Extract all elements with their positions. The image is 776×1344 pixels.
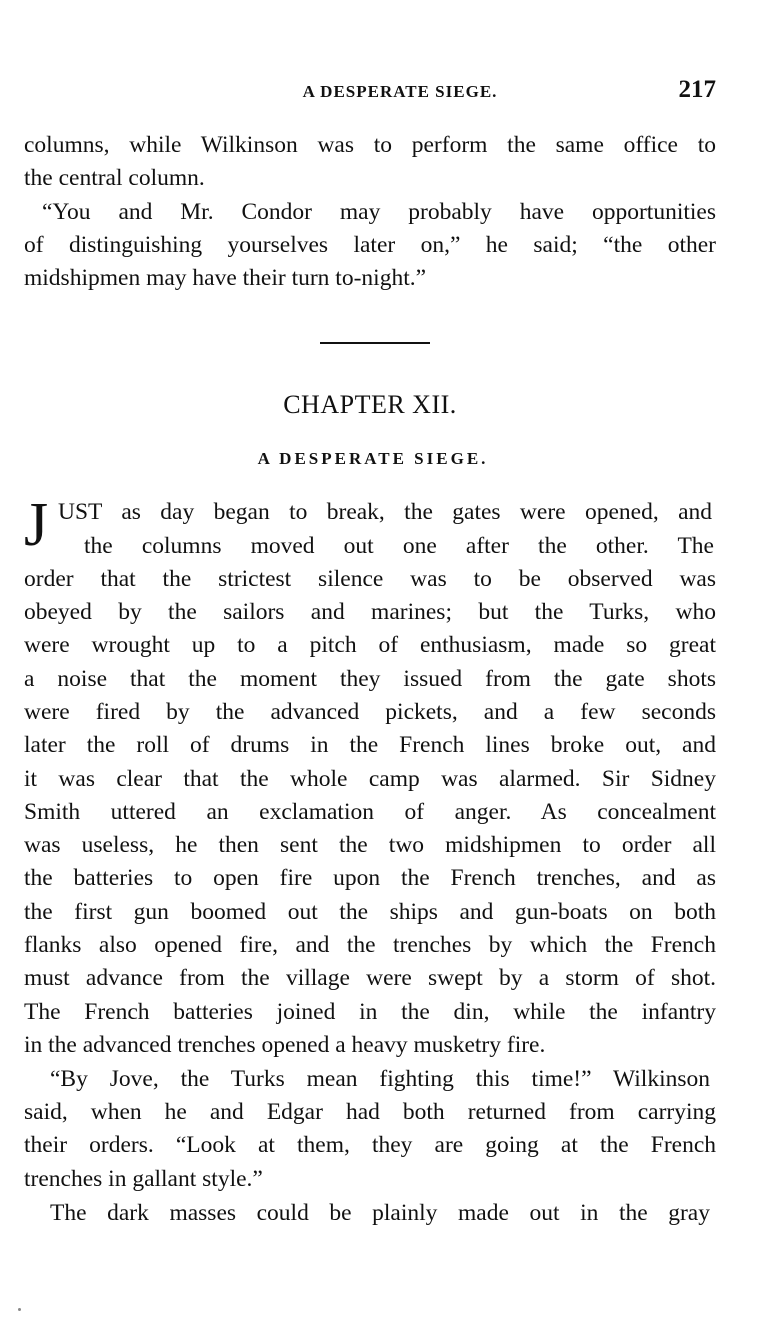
text-line: in the advanced trenches opened a heavy musketry fire. <box>24 1032 546 1058</box>
text-line: “By Jove, the Turks mean fighting this time!” Wilkinson <box>50 1066 710 1092</box>
text-line: later the roll of drums in the French lines broke out, and <box>24 732 716 758</box>
text-line: was useless, he then sent the two midshipmen to order all <box>24 832 716 858</box>
text-line: The dark masses could be plainly made out in the gray <box>50 1200 710 1226</box>
running-head <box>24 76 716 110</box>
running-title: A DESPERATE SIEGE. <box>302 82 498 101</box>
text-line: were fired by the advanced pickets, and a few seconds <box>24 699 716 725</box>
text-line: obeyed by the sailors and marines; but the Turks, who <box>24 599 716 625</box>
chapter-title: CHAPTER XII. <box>283 390 457 419</box>
text-line: said, when he and Edgar had both returned from carrying <box>24 1099 716 1125</box>
text-line: the columns moved out one after the other. The <box>84 533 714 559</box>
text-line: a noise that the moment they issued from the gate shots <box>24 666 716 692</box>
text-line: Smith uttered an exclamation of anger. As concealment <box>24 799 716 825</box>
scan-speck <box>18 1308 21 1311</box>
drop-cap: J <box>24 491 49 559</box>
text-line: the batteries to open fire upon the French trenches, and as <box>24 865 716 891</box>
text-line: their orders. “Look at them, they are going at the French <box>24 1132 716 1158</box>
text-line: the central column. <box>24 165 205 191</box>
chapter-subtitle: A DESPERATE SIEGE. <box>257 449 489 468</box>
text-line: UST as day began to break, the gates were opened, and <box>58 499 712 525</box>
page-number: 217 <box>678 76 716 103</box>
text-line: of distinguishing yourselves later on,” he said; “the other <box>24 232 716 258</box>
text-line: must advance from the village were swept by a storm of shot. <box>24 965 716 991</box>
text-line: midshipmen may have their turn to-night.” <box>24 265 427 291</box>
text-line: it was clear that the whole camp was alarmed. Sir Sidney <box>24 766 716 792</box>
text-line: flanks also opened fire, and the trenches by which the French <box>24 932 716 958</box>
text-line: The French batteries joined in the din, while the infantry <box>24 999 716 1025</box>
text-line: order that the strictest silence was to be observed was <box>24 566 716 592</box>
text-line: columns, while Wilkinson was to perform the same office to <box>24 132 716 158</box>
text-line: “You and Mr. Condor may probably have opportunities <box>42 199 716 225</box>
section-rule <box>320 342 430 344</box>
text-line: were wrought up to a pitch of enthusiasm, made so great <box>24 632 716 658</box>
text-line: trenches in gallant style.” <box>24 1166 263 1192</box>
text-line: the first gun boomed out the ships and gun-boats on both <box>24 899 716 925</box>
